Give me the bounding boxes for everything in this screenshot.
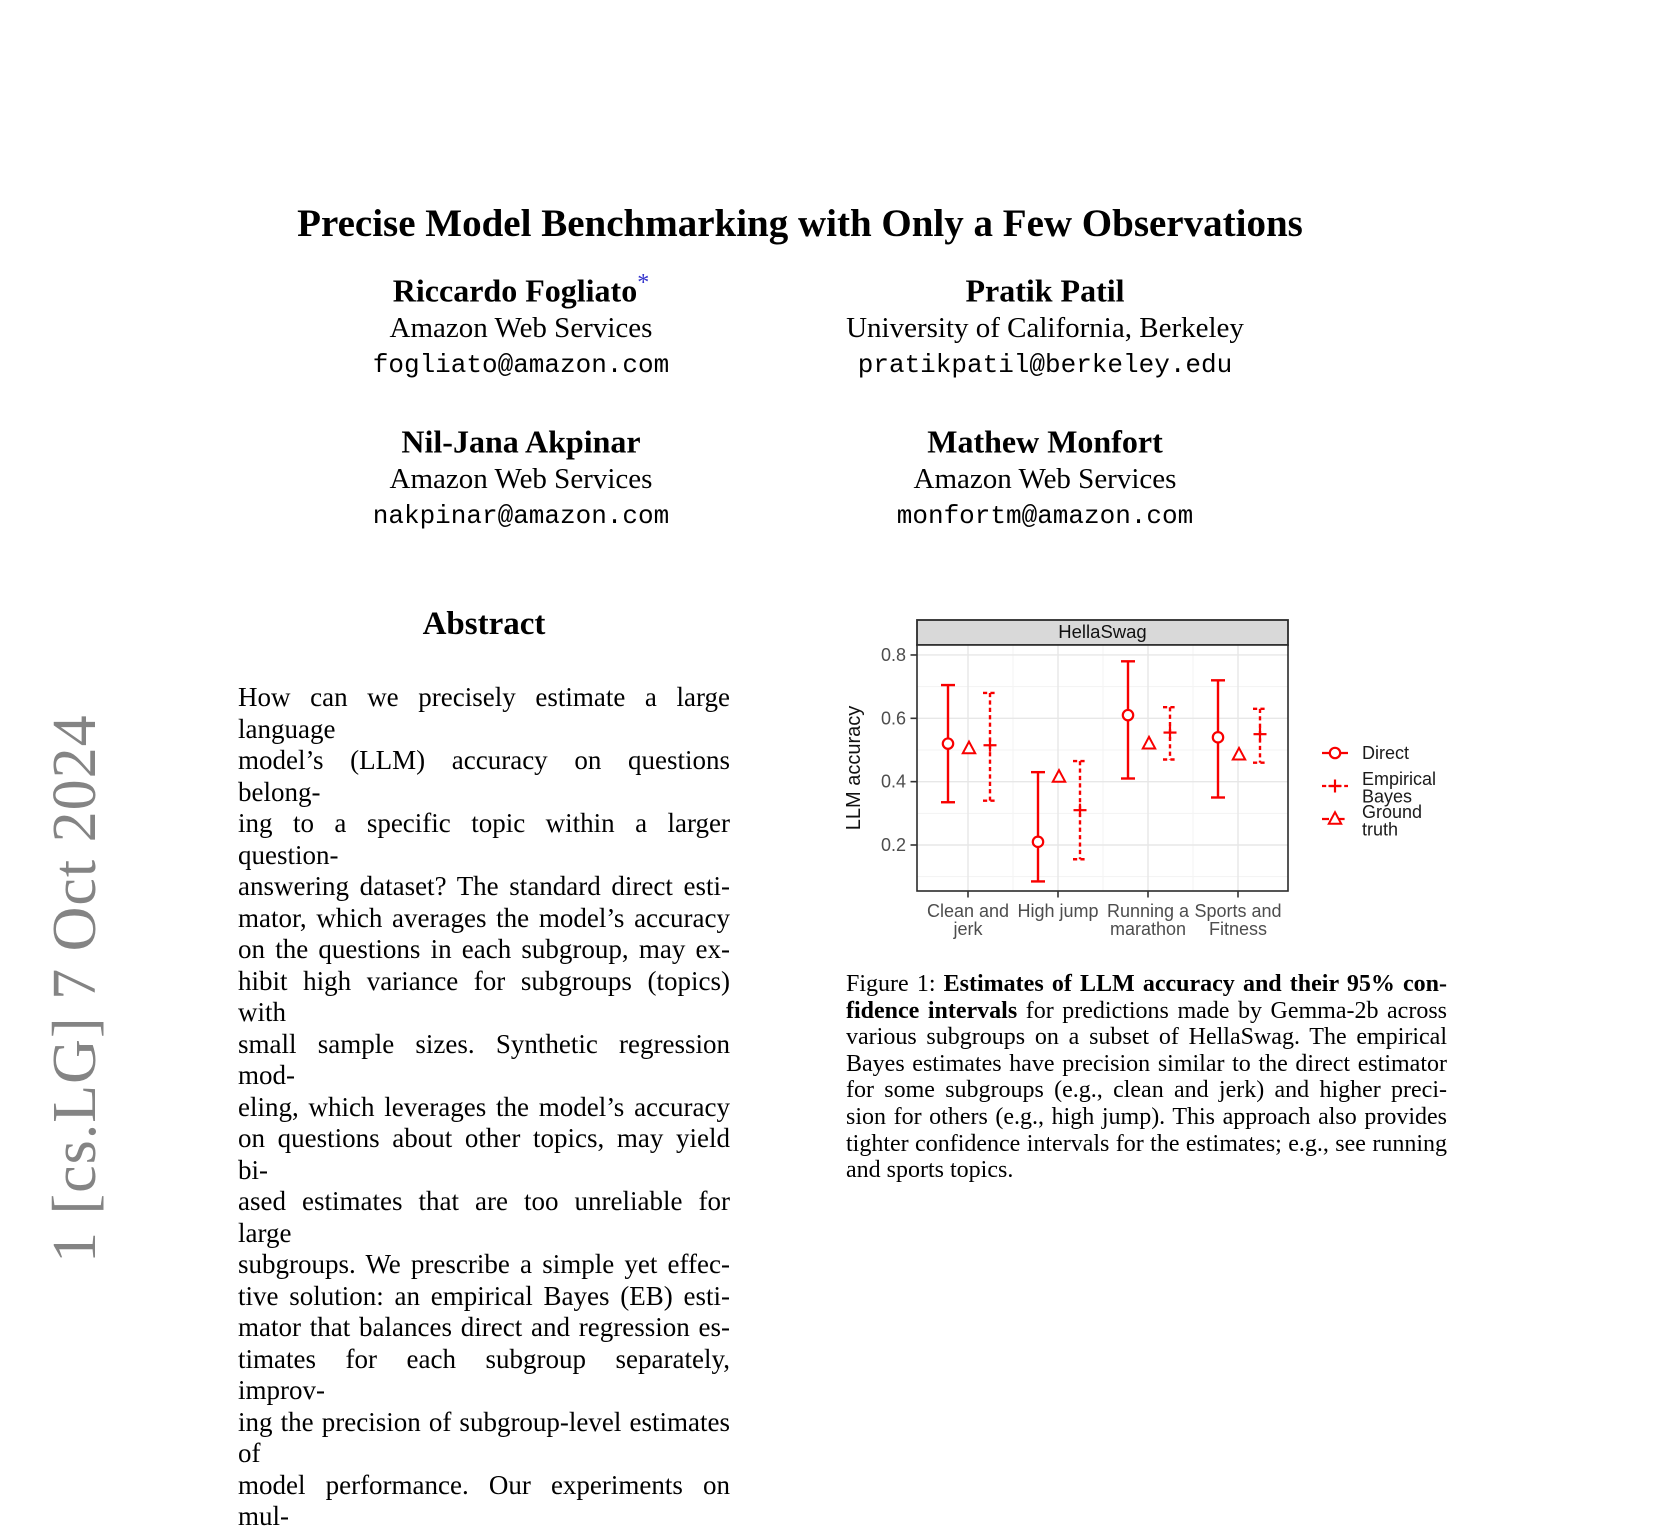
author-name [271, 416, 771, 461]
legend-item-empirical-bayes [1322, 769, 1436, 807]
y-tick-label: 0.6 [880, 708, 906, 729]
abstract-heading: Abstract [422, 606, 546, 642]
caption-line: Figure 1: Estimates of LLM accuracy and their 95% con- [846, 971, 1448, 997]
abstract-line: model’s (LLM) accuracy on questions belong- [238, 745, 730, 807]
x-axis [927, 891, 1282, 939]
caption-line: Bayes estimates have precision similar to the direct estimator [846, 1050, 1447, 1077]
abstract-text [238, 682, 730, 1533]
abstract-line: subgroups. We prescribe a simple yet effec- [238, 1249, 730, 1279]
legend-label: Ground truth [1362, 802, 1423, 840]
author-block-fogliato [271, 265, 771, 384]
paper-title: Precise Model Benchmarking with Only a Few Observations [297, 202, 1303, 245]
hellaswag-plot [840, 583, 1460, 945]
abstract-line: answering dataset? The standard direct esti- [238, 871, 730, 901]
facet-strip [917, 620, 1288, 645]
caption-line: sion for others (e.g., high jump). This approach also provides [846, 1103, 1447, 1130]
legend-label: Empirical Bayes [1362, 769, 1437, 807]
abstract-line: on questions about other topics, may yield bi- [238, 1123, 730, 1185]
author-email: monfortm@amazon.com [896, 500, 1194, 531]
y-tick-label: 0.2 [880, 835, 906, 855]
author-block-monfort [795, 416, 1295, 535]
author-email: fogliato@amazon.com [372, 349, 670, 380]
author-name-text: Pratik Patil [965, 272, 1125, 309]
author-name-text: Mathew Monfort [927, 423, 1163, 460]
abstract-line: timates for each subgroup separately, improv- [238, 1343, 730, 1405]
author-affiliation: Amazon Web Services [913, 462, 1177, 495]
legend-item-ground-truth [1322, 802, 1422, 840]
author-block-patil [795, 265, 1295, 384]
abstract-line: hibit high variance for subgroups (topics) with [238, 965, 730, 1027]
abstract-line: ing to a specific topic within a larger question- [238, 808, 730, 870]
abstract-line: ing the precision of subgroup-level estimates of [238, 1406, 730, 1468]
x-tick-label: Running a marathon [1106, 901, 1190, 939]
abstract-line: mator that balances direct and regression es- [238, 1312, 730, 1342]
caption-line: various subgroups on a subset of HellaSwag. The empirical [846, 1024, 1447, 1051]
abstract-line: model performance. Our experiments on mul- [238, 1469, 730, 1531]
abstract-line: tive solution: an empirical Bayes (EB) esti- [238, 1280, 730, 1311]
y-axis-title: LLM accuracy [843, 705, 865, 831]
author-email: nakpinar@amazon.com [372, 500, 670, 531]
footnote-asterisk: * [637, 270, 650, 296]
author-affiliation: Amazon Web Services [389, 462, 653, 495]
arxiv-stamp: 1 [cs.LG] 7 Oct 2024 [41, 714, 109, 1263]
legend-item-direct [1322, 743, 1409, 763]
caption-line: for some subgroups (e.g., clean and jerk) and higher preci- [846, 1077, 1447, 1104]
figure-1-chart [840, 583, 1460, 945]
author-name-text: Nil-Jana Akpinar [401, 423, 641, 460]
abstract-line: eling, which leverages the model’s accuracy [238, 1091, 730, 1122]
y-axis [843, 645, 917, 855]
author-affiliation: Amazon Web Services [389, 311, 653, 344]
chart-panel [917, 645, 1288, 891]
legend [1322, 743, 1436, 840]
abstract-line: small sample sizes. Synthetic regression mod- [238, 1028, 730, 1090]
abstract-line: How can we precisely estimate a large language [238, 682, 730, 744]
author-name [795, 265, 1295, 310]
legend-label: Direct [1362, 743, 1410, 763]
caption-line: fidence intervals for predictions made by Gemma-2b across [846, 997, 1447, 1024]
figure-1-caption [846, 971, 1447, 1184]
y-tick-label: 0.4 [880, 771, 906, 792]
facet-strip-label: HellaSwag [1058, 621, 1147, 642]
abstract-line: ased estimates that are too unreliable for large [238, 1186, 730, 1248]
x-tick-label: High jump [1017, 901, 1099, 921]
author-email: pratikpatil@berkeley.edu [857, 349, 1233, 380]
x-tick-label: Sports and Fitness [1194, 901, 1282, 939]
author-name-text: Riccardo Fogliato [392, 272, 638, 309]
author-affiliation: University of California, Berkeley [846, 311, 1244, 344]
author-name [795, 416, 1295, 461]
author-block-akpinar [271, 416, 771, 535]
caption-line: tighter confidence intervals for the estimates; e.g., see running [846, 1130, 1447, 1157]
y-tick-label: 0.8 [880, 644, 906, 665]
author-name [271, 265, 771, 310]
abstract-line: mator, which averages the model’s accuracy [238, 902, 730, 933]
caption-line: and sports topics. [846, 1157, 1014, 1184]
x-tick-label: Clean and jerk [926, 901, 1010, 939]
abstract-line: on the questions in each subgroup, may ex- [238, 934, 730, 964]
